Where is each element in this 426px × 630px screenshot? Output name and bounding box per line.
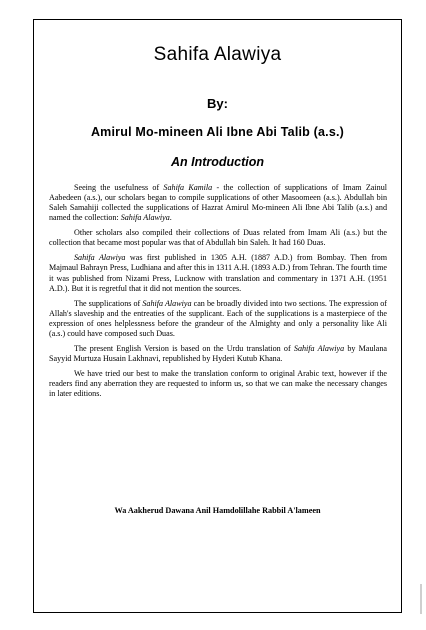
author-name: Amirul Mo-mineen Ali Ibne Abi Talib (a.s.) (90, 125, 345, 139)
text-run: by Maulana Sayyid Murtuza Husain Lakhnavi, republished by Hyderi Kutub Khana. (49, 343, 387, 363)
text-run: . (169, 213, 172, 223)
text-run: The present English Version is based on the Urdu translation of (74, 343, 294, 353)
paragraph-4 (49, 299, 387, 339)
text-run: was first published in 1305 A.H. (1887 A.D.) from Bombay. Then from Majmaul Bahrayn Press, Ludhiana and after this in 1311 A.H. (1893 A.D.) from Tehran. The fourth time it was published from Nizami Press, Lucknow with translation and commentary in 1371 A.H. (1951 A.D.). But it is regretful that it did not mention the sources. (49, 253, 387, 293)
scan-edge-mark (420, 584, 422, 614)
paragraph-1 (49, 183, 387, 223)
text-run: We have tried our best to make the translation conform to original Arabic text, however if the readers find any aberration they are requested to inform us, so that we can make the necessary changes in later editions. (49, 368, 387, 399)
text-run: - the collection of supplications of Imam Zainul Aabedeen (a.s.), our scholars began to compile supplications of other Masoomeen (a.s.). Abdullah bin Saleh Samahiji collected the supplications of Hazrat Amirul Mo-mineen Ali Ibne Abi Talib (a.s.) and named the collection: (49, 183, 387, 223)
page-border (33, 19, 402, 613)
italic-title: Sahifa Alawiya (74, 253, 126, 263)
paragraph-3 (49, 253, 387, 293)
text-run: Other scholars also compiled their collections of Duas related from Imam Ali (a.s.) but the collection that became most popular was that of Abdullah bin Saleh. It had 160 Duas. (49, 228, 387, 248)
italic-title: Sahifa Alawiya (120, 213, 170, 223)
text-run: can be broadly divided into two sections. The expression of Allah's slaveship and the entreaties of the supplicant. Each of the supplications is a masterpiece of the expression of ones helplessness before the grandeur of the Almighty and only a personality like Ali (a.s.) could have composed such Duas. (49, 298, 388, 338)
closing-line: Wa Aakherud Dawana Anil Hamdolillahe Rabbil A'lameen (114, 506, 321, 515)
text-run: Seeing the usefulness of (74, 183, 164, 192)
italic-title: Sahifa Kamila (163, 183, 213, 192)
introduction-body (49, 183, 387, 404)
italic-title: Sahifa Alawiya (293, 343, 345, 353)
paragraph-2 (49, 228, 387, 248)
paragraph-5 (49, 344, 387, 364)
byline-label: By: (207, 96, 228, 111)
document-title: Sahifa Alawiya (153, 44, 282, 65)
text-run: The supplications of (74, 298, 143, 308)
italic-title: Sahifa Alawiya (142, 298, 192, 308)
section-heading: An Introduction (170, 155, 265, 169)
paragraph-6 (49, 369, 387, 399)
